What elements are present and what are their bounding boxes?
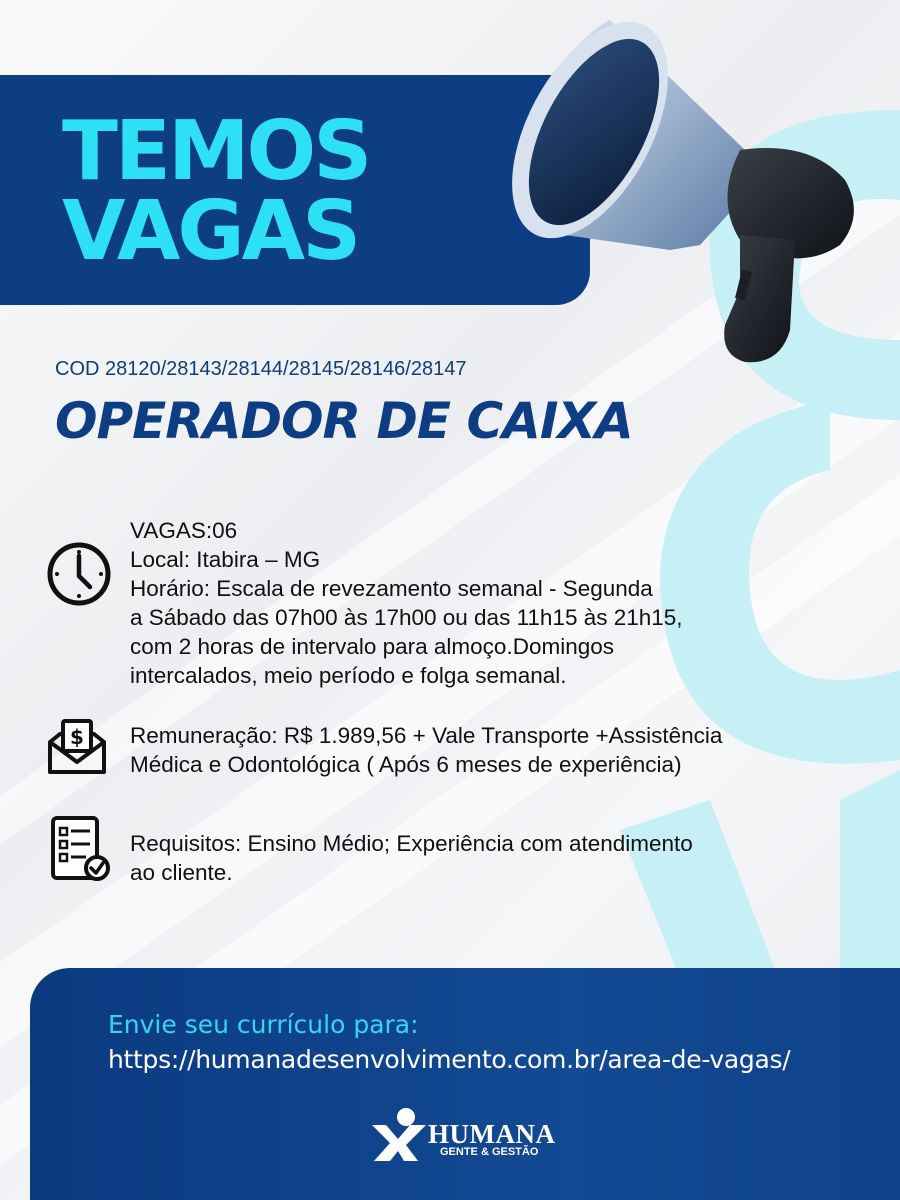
humana-logo-mark-icon bbox=[368, 1105, 430, 1163]
schedule-line: Horário: Escala de revezamento semanal - Segunda bbox=[130, 576, 653, 601]
schedule-details bbox=[130, 516, 810, 690]
headline bbox=[62, 104, 370, 279]
requirements-line: Requisitos: Ensino Médio; Experiência com atendimento bbox=[130, 831, 693, 856]
remuneration-line: Remuneração: R$ 1.989,56 + Vale Transporte +Assistência bbox=[130, 723, 723, 748]
cta-label: Envie seu currículo para: bbox=[108, 1010, 419, 1039]
location: Local: Itabira – MG bbox=[130, 547, 321, 572]
humana-logo bbox=[368, 1105, 578, 1165]
megaphone-icon bbox=[490, 0, 870, 380]
schedule-line: com 2 horas de intervalo para almoço.Domingos bbox=[130, 634, 614, 659]
job-title: OPERADOR DE CAIXA bbox=[55, 392, 633, 450]
application-url-link[interactable]: https://humanadesenvolvimento.com.br/area-de-vagas/ bbox=[108, 1045, 791, 1074]
svg-text:$: $ bbox=[70, 725, 84, 749]
schedule-line: a Sábado das 07h00 às 17h00 ou das 11h15 às 21h15, bbox=[130, 605, 683, 630]
money-envelope-icon bbox=[46, 718, 108, 776]
footer-panel bbox=[30, 968, 900, 1200]
brand-tagline: GENTE & GESTÃO bbox=[440, 1146, 539, 1158]
vacancy-count: VAGAS:06 bbox=[130, 518, 238, 543]
clock-icon bbox=[45, 540, 113, 608]
schedule-line: intercalados, meio período e folga semanal. bbox=[130, 663, 567, 688]
requirements-line: ao cliente. bbox=[130, 860, 233, 885]
remuneration-details bbox=[130, 721, 870, 779]
job-code: COD 28120/28143/28144/28145/28146/28147 bbox=[55, 358, 467, 380]
checklist-icon bbox=[48, 814, 112, 884]
requirements-details bbox=[130, 829, 870, 887]
remuneration-line: Médica e Odontológica ( Após 6 meses de experiência) bbox=[130, 752, 682, 777]
headline-line-1: TEMOS bbox=[62, 104, 370, 199]
brand-name: HUMANA bbox=[428, 1119, 556, 1149]
headline-line-2: VAGAS bbox=[62, 184, 359, 279]
